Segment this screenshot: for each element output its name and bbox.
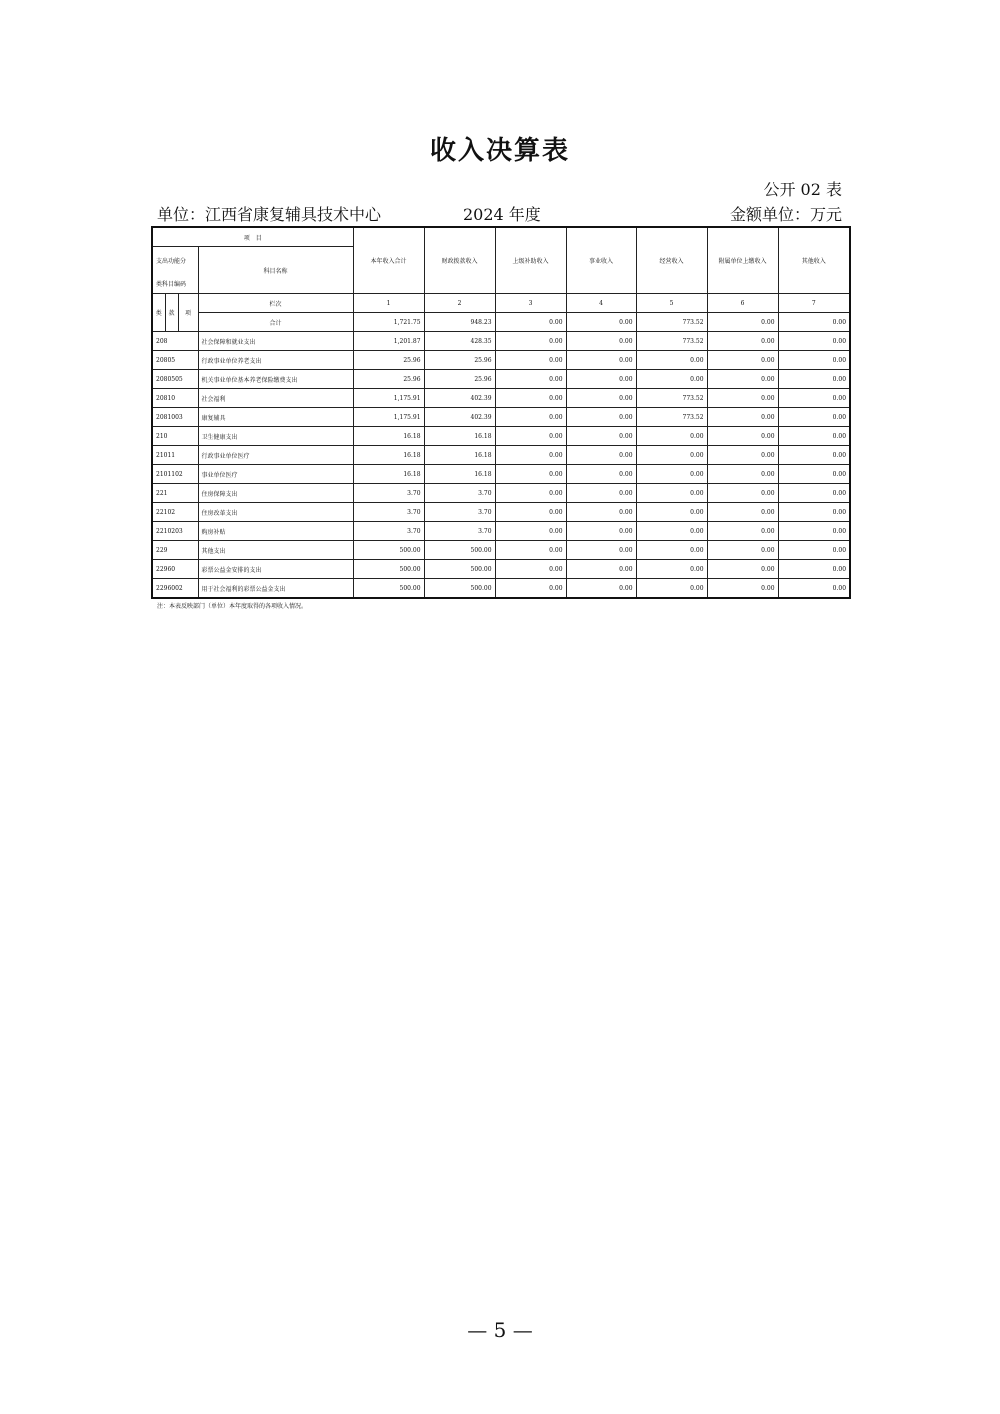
total-value: 773.52 [636, 313, 707, 332]
row-value-col-4: 0.00 [566, 408, 636, 427]
table-row [152, 332, 850, 351]
row-value-col-6: 0.00 [707, 560, 778, 579]
row-value-col-4: 0.00 [566, 351, 636, 370]
col-number-2: 2 [424, 294, 495, 313]
row-value-col-4: 0.00 [566, 579, 636, 599]
row-code: 210 [152, 427, 198, 446]
row-value-col-2: 402.39 [424, 408, 495, 427]
row-value-col-7: 0.00 [778, 522, 850, 541]
row-code: 20810 [152, 389, 198, 408]
row-value-col-6: 0.00 [707, 427, 778, 446]
total-value: 0.00 [707, 313, 778, 332]
row-value-col-1: 25.96 [353, 370, 424, 389]
row-code: 2210203 [152, 522, 198, 541]
row-value-col-7: 0.00 [778, 503, 850, 522]
row-value-col-5: 0.00 [636, 560, 707, 579]
row-value-col-5: 0.00 [636, 370, 707, 389]
money-unit-label: 金额单位：万元 [729, 205, 842, 224]
row-value-col-7: 0.00 [778, 560, 850, 579]
col-number-3: 3 [495, 294, 566, 313]
row-value-col-4: 0.00 [566, 541, 636, 560]
row-value-col-5: 0.00 [636, 541, 707, 560]
row-value-col-2: 3.70 [424, 522, 495, 541]
row-value-col-3: 0.00 [495, 465, 566, 484]
col-number-6: 6 [707, 294, 778, 313]
total-label: 合计 [198, 313, 353, 332]
table-body [152, 332, 850, 599]
row-value-col-4: 0.00 [566, 484, 636, 503]
row-subject-name: 行政事业单位养老支出 [198, 351, 353, 370]
row-value-col-7: 0.00 [778, 541, 850, 560]
row-value-col-3: 0.00 [495, 522, 566, 541]
row-value-col-1: 1,175.91 [353, 389, 424, 408]
row-code: 221 [152, 484, 198, 503]
row-value-col-6: 0.00 [707, 389, 778, 408]
row-subject-name: 住房改革支出 [198, 503, 353, 522]
row-value-col-2: 500.00 [424, 541, 495, 560]
row-value-col-4: 0.00 [566, 332, 636, 351]
row-value-col-4: 0.00 [566, 522, 636, 541]
row-value-col-3: 0.00 [495, 427, 566, 446]
table-row [152, 560, 850, 579]
row-value-col-2: 402.39 [424, 389, 495, 408]
row-subject-name: 社会保障和就业支出 [198, 332, 353, 351]
page-title: 收入决算表 [429, 136, 570, 166]
total-value: 0.00 [566, 313, 636, 332]
row-value-col-2: 25.96 [424, 351, 495, 370]
table-header [152, 227, 850, 332]
row-value-col-7: 0.00 [778, 484, 850, 503]
row-subject-name: 用于社会福利的彩票公益金支出 [198, 579, 353, 599]
row-value-col-3: 0.00 [495, 541, 566, 560]
row-value-col-7: 0.00 [778, 427, 850, 446]
row-subject-name: 卫生健康支出 [198, 427, 353, 446]
row-value-col-3: 0.00 [495, 408, 566, 427]
table-row [152, 427, 850, 446]
row-value-col-1: 3.70 [353, 503, 424, 522]
row-value-col-7: 0.00 [778, 332, 850, 351]
row-value-col-5: 0.00 [636, 351, 707, 370]
header-project: 项 目 [152, 227, 353, 247]
row-value-col-6: 0.00 [707, 332, 778, 351]
row-subject-name: 机关事业单位基本养老保险缴费支出 [198, 370, 353, 389]
row-value-col-2: 16.18 [424, 427, 495, 446]
table-note: 注：本表反映部门（单位）本年度取得的各项收入情况。 [157, 603, 308, 610]
header-lei: 类 [152, 294, 165, 332]
row-value-col-2: 500.00 [424, 560, 495, 579]
row-value-col-4: 0.00 [566, 465, 636, 484]
row-value-col-4: 0.00 [566, 446, 636, 465]
total-row [152, 313, 850, 332]
row-code: 21011 [152, 446, 198, 465]
header-col-7: 其他收入 [778, 227, 850, 294]
total-value: 1,721.75 [353, 313, 424, 332]
row-value-col-5: 773.52 [636, 332, 707, 351]
row-value-col-5: 0.00 [636, 522, 707, 541]
row-value-col-2: 500.00 [424, 579, 495, 599]
row-value-col-2: 16.18 [424, 446, 495, 465]
row-subject-name: 事业单位医疗 [198, 465, 353, 484]
header-col-6: 附属单位上缴收入 [707, 227, 778, 294]
header-subject-name: 科目名称 [198, 247, 353, 294]
row-value-col-1: 16.18 [353, 427, 424, 446]
row-value-col-1: 3.70 [353, 484, 424, 503]
row-code: 22960 [152, 560, 198, 579]
total-value: 0.00 [495, 313, 566, 332]
row-subject-name: 住房保障支出 [198, 484, 353, 503]
row-value-col-7: 0.00 [778, 446, 850, 465]
col-number-5: 5 [636, 294, 707, 313]
row-value-col-5: 0.00 [636, 465, 707, 484]
table-row [152, 484, 850, 503]
row-value-col-2: 3.70 [424, 503, 495, 522]
total-value: 948.23 [424, 313, 495, 332]
form-number: 公开 02 表 [763, 180, 842, 199]
row-value-col-5: 0.00 [636, 484, 707, 503]
row-value-col-1: 1,175.91 [353, 408, 424, 427]
row-value-col-1: 16.18 [353, 446, 424, 465]
table-row [152, 446, 850, 465]
row-value-col-7: 0.00 [778, 408, 850, 427]
row-value-col-1: 500.00 [353, 541, 424, 560]
table-row [152, 389, 850, 408]
row-value-col-1: 500.00 [353, 579, 424, 599]
table-row [152, 579, 850, 599]
row-value-col-4: 0.00 [566, 389, 636, 408]
row-value-col-5: 0.00 [636, 503, 707, 522]
year-label: 2024 年度 [463, 205, 541, 224]
row-value-col-6: 0.00 [707, 541, 778, 560]
total-value: 0.00 [778, 313, 850, 332]
header-col-4: 事业收入 [566, 227, 636, 294]
row-value-col-1: 16.18 [353, 465, 424, 484]
row-value-col-5: 0.00 [636, 579, 707, 599]
row-value-col-6: 0.00 [707, 446, 778, 465]
row-value-col-4: 0.00 [566, 560, 636, 579]
row-value-col-3: 0.00 [495, 484, 566, 503]
row-value-col-6: 0.00 [707, 522, 778, 541]
row-subject-name: 康复辅具 [198, 408, 353, 427]
table-row [152, 351, 850, 370]
row-value-col-1: 1,201.87 [353, 332, 424, 351]
row-subject-name: 行政事业单位医疗 [198, 446, 353, 465]
row-value-col-6: 0.00 [707, 351, 778, 370]
row-value-col-7: 0.00 [778, 389, 850, 408]
row-subject-name: 购房补贴 [198, 522, 353, 541]
row-value-col-7: 0.00 [778, 579, 850, 599]
row-value-col-5: 773.52 [636, 389, 707, 408]
row-value-col-5: 0.00 [636, 446, 707, 465]
row-value-col-4: 0.00 [566, 427, 636, 446]
row-value-col-6: 0.00 [707, 370, 778, 389]
row-value-col-1: 25.96 [353, 351, 424, 370]
row-value-col-5: 773.52 [636, 408, 707, 427]
row-value-col-7: 0.00 [778, 465, 850, 484]
table-row [152, 408, 850, 427]
row-value-col-3: 0.00 [495, 579, 566, 599]
table-row [152, 503, 850, 522]
row-value-col-6: 0.00 [707, 503, 778, 522]
row-value-col-1: 3.70 [353, 522, 424, 541]
row-value-col-3: 0.00 [495, 370, 566, 389]
row-value-col-2: 3.70 [424, 484, 495, 503]
income-table [151, 226, 851, 599]
unit-label: 单位：江西省康复辅具技术中心 [157, 205, 382, 224]
row-value-col-6: 0.00 [707, 408, 778, 427]
row-value-col-3: 0.00 [495, 503, 566, 522]
row-subject-name: 其他支出 [198, 541, 353, 560]
row-value-col-3: 0.00 [495, 560, 566, 579]
row-code: 2081003 [152, 408, 198, 427]
row-subject-name: 社会福利 [198, 389, 353, 408]
header-col-3: 上级补助收入 [495, 227, 566, 294]
row-value-col-6: 0.00 [707, 465, 778, 484]
col-number-7: 7 [778, 294, 850, 313]
row-value-col-6: 0.00 [707, 484, 778, 503]
col-number-4: 4 [566, 294, 636, 313]
row-value-col-3: 0.00 [495, 389, 566, 408]
header-col-2: 财政拨款收入 [424, 227, 495, 294]
row-value-col-3: 0.00 [495, 332, 566, 351]
row-code: 2101102 [152, 465, 198, 484]
row-code: 208 [152, 332, 198, 351]
header-func-code: 支出功能分 [152, 247, 198, 274]
row-value-col-2: 25.96 [424, 370, 495, 389]
row-code: 20805 [152, 351, 198, 370]
row-subject-name: 彩票公益金安排的支出 [198, 560, 353, 579]
row-value-col-5: 0.00 [636, 427, 707, 446]
header-col-5: 经营收入 [636, 227, 707, 294]
header-kuan: 款 [165, 294, 178, 332]
row-value-col-2: 16.18 [424, 465, 495, 484]
row-code: 2296002 [152, 579, 198, 599]
row-value-col-3: 0.00 [495, 351, 566, 370]
col-number-1: 1 [353, 294, 424, 313]
row-value-col-1: 500.00 [353, 560, 424, 579]
header-lanci: 栏次 [198, 294, 353, 313]
row-value-col-4: 0.00 [566, 370, 636, 389]
header-func-code-2: 类科目编码 [152, 274, 198, 294]
row-code: 22102 [152, 503, 198, 522]
page-number: — 5 — [467, 1318, 533, 1342]
table-row [152, 465, 850, 484]
table-row [152, 370, 850, 389]
row-value-col-6: 0.00 [707, 579, 778, 599]
row-value-col-2: 428.35 [424, 332, 495, 351]
row-value-col-7: 0.00 [778, 370, 850, 389]
row-value-col-3: 0.00 [495, 446, 566, 465]
table-row [152, 522, 850, 541]
row-code: 229 [152, 541, 198, 560]
row-value-col-7: 0.00 [778, 351, 850, 370]
row-value-col-4: 0.00 [566, 503, 636, 522]
table-row [152, 541, 850, 560]
header-col-1: 本年收入合计 [353, 227, 424, 294]
header-xiang: 项 [178, 294, 198, 332]
row-code: 2080505 [152, 370, 198, 389]
